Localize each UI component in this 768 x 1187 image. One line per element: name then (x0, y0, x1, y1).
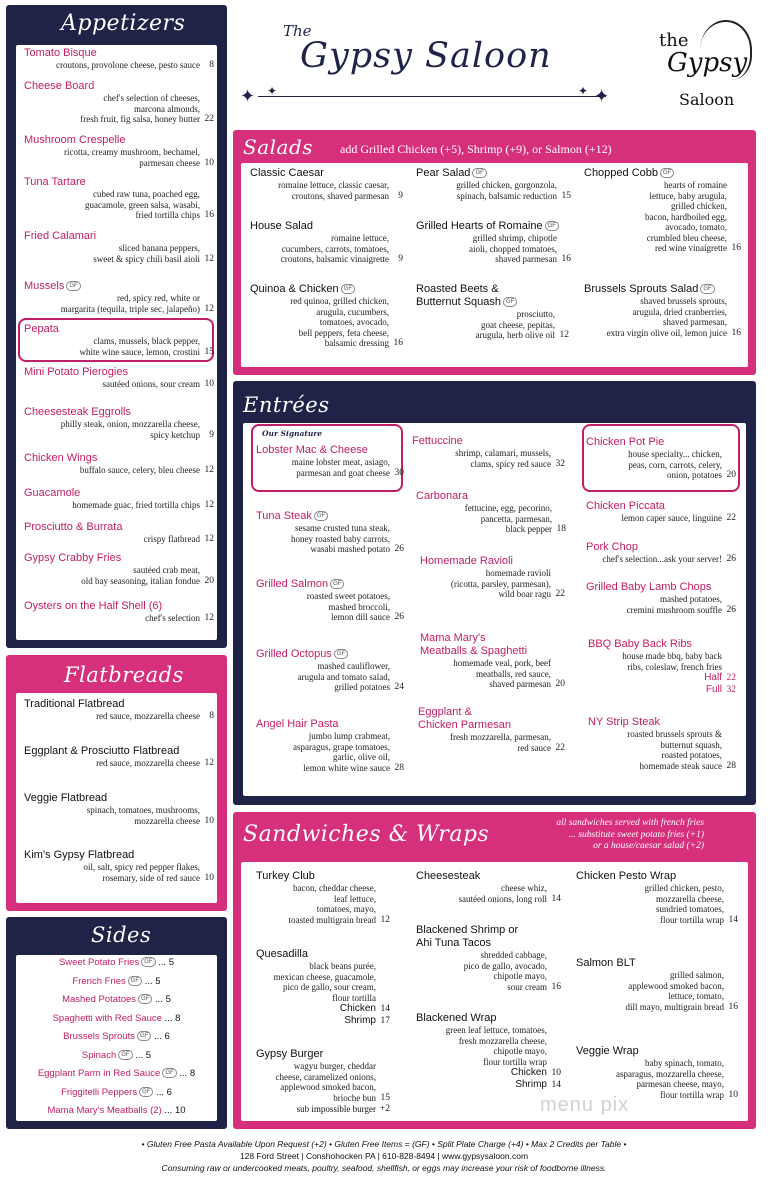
sandwiches-title: Sandwiches & Wraps (243, 822, 490, 847)
item-description: house specialty... chicken, peas, corn, carrots, celery, onion, potatoes 20 (628, 449, 736, 480)
menu-item (588, 638, 736, 696)
footer-notes: • Gluten Free Pasta Available Upon Request (+2) • Gluten Free Items = (GF) • Split Plate Charge (+4) • Max 2 Credits per Table • (141, 1139, 627, 1149)
item-price: 16 (561, 254, 571, 264)
menu-item (250, 167, 403, 201)
item-price: 9 (209, 429, 214, 440)
item-price: 22 (726, 513, 736, 523)
item-price: 26 (394, 544, 404, 554)
item-name: Lobster Mac & Cheese (256, 444, 368, 456)
item-price: 28 (726, 760, 736, 771)
item-name: Chicken Parmesan (418, 719, 511, 731)
item-price: 16 (728, 1001, 738, 1012)
logo-the: the (659, 30, 689, 51)
menu-item (250, 220, 403, 265)
item-name: Pear Salad GF (416, 167, 571, 180)
item-option: Shrimp 14 (515, 1079, 561, 1090)
gluten-free-icon: GF (503, 297, 517, 307)
item-price: 12 (204, 758, 214, 768)
menu-item (576, 870, 738, 925)
item-description: prosciutto, goat cheese, pepitas, arugula, herb olive oil 12 (475, 309, 569, 340)
item-name: Classic Caesar (250, 167, 324, 179)
side-name: Mama Mary's Meatballs (2) (47, 1105, 162, 1116)
item-name: Eggplant & Prosciutto Flatbread (24, 745, 180, 757)
item-description: baby spinach, tomato, asparagus, mozzarella cheese, parmesan cheese, mayo, flour tortilla wrap 10 (616, 1058, 738, 1100)
menu-item (24, 406, 214, 440)
item-name: Brussels Sprouts Salad GF (584, 283, 741, 296)
item-price: 12 (204, 500, 214, 510)
item-name: Chicken Pot Pie (586, 436, 665, 448)
footer-warning: Consuming raw or undercooked meats, poultry, seafood, shellfish, or eggs may increase your risk of foodborne illness. (161, 1163, 607, 1173)
side-item (16, 976, 217, 988)
item-price: 15 (380, 1092, 390, 1103)
item-name: NY Strip Steak (588, 716, 660, 728)
item-description: red sauce, mozzarella cheese 8 (96, 711, 214, 721)
menu-item (584, 167, 741, 254)
item-price: 14 (728, 914, 738, 925)
menu-item (24, 552, 214, 586)
item-price: 10 (204, 872, 214, 883)
item-description: buffalo sauce, celery, bleu cheese 12 (79, 465, 214, 475)
menu-item (24, 452, 214, 476)
item-name: Cheese Board (24, 80, 95, 92)
item-price: 12 (204, 303, 214, 314)
item-name: Tomato Bisque (24, 47, 97, 59)
item-description: grilled chicken, gorgonzola, spinach, balsamic reduction 15 (456, 180, 571, 201)
menu-item (24, 134, 214, 168)
gluten-free-icon: GF (545, 221, 559, 231)
item-name: Tuna Steak GF (256, 510, 404, 523)
item-description: sautéed crab meat, old bay seasoning, italian fondue 20 (81, 565, 214, 586)
item-price: 20 (555, 679, 565, 689)
item-name: Roasted Beets & (416, 283, 499, 295)
item-description: hearts of romaine lettuce, baby arugula, grilled chicken, bacon, hardboiled egg, avocado, tomato, crumbled bleu cheese, red wine vinaigrette 16 (645, 180, 741, 253)
item-description: philly steak, onion, mozzarella cheese, spicy ketchup 9 (60, 419, 214, 440)
menu-item (416, 220, 571, 265)
item-price: 22 (204, 114, 214, 124)
item-name: Ahi Tuna Tacos (416, 937, 492, 949)
item-name: Cheesesteak (416, 870, 481, 882)
item-description: bacon, cheddar cheese, leaf lettuce, tomatoes, mayo, toasted multigrain bread 12 (288, 883, 390, 925)
appetizers-title: Appetizers (61, 11, 186, 36)
menu-item (256, 444, 404, 478)
item-price: 8 (209, 711, 214, 721)
item-price: 16 (393, 338, 403, 348)
item-price: 32 (555, 458, 565, 469)
item-description: sautéed onions, sour cream 10 (102, 379, 214, 389)
item-name: Traditional Flatbread (24, 698, 125, 710)
item-description: romaine lettuce, classic caesar, croutons, shaved parmesan 9 (278, 180, 403, 201)
menu-item (588, 716, 736, 771)
side-item (16, 1068, 217, 1080)
gluten-free-icon: GF (128, 976, 142, 986)
star-icon: ✦ (240, 86, 256, 106)
item-price: 22 (555, 589, 565, 599)
item-description: romaine lettuce, cucumbers, carrots, tomatoes, croutons, balsamic vinaigrette 9 (280, 233, 403, 264)
item-option: Half 22 (704, 672, 736, 683)
menu-item (24, 792, 214, 826)
item-name: Grilled Baby Lamb Chops (586, 581, 712, 593)
menu-item (416, 1012, 561, 1091)
item-name: Homemade Ravioli (420, 555, 513, 567)
option-price: 14 (551, 1080, 561, 1090)
item-price: 30 (394, 467, 404, 478)
logo-saloon: Saloon (679, 90, 735, 109)
option-price: +2 (379, 1104, 390, 1114)
item-price: 24 (394, 682, 404, 692)
item-name: Grilled Hearts of Romaine GF (416, 220, 571, 233)
side-item (16, 1105, 217, 1117)
gluten-free-icon: GF (341, 284, 355, 294)
item-price: 16 (731, 327, 741, 338)
item-name: Angel Hair Pasta (256, 718, 339, 730)
menu-item (420, 555, 565, 600)
item-name: Chicken Pesto Wrap (576, 870, 677, 882)
salads-subtitle: add Grilled Chicken (+5), Shrimp (+9), or Salmon (+12) (340, 142, 612, 156)
item-price: 12 (204, 613, 214, 623)
item-name: Blackened Shrimp or (416, 924, 519, 936)
item-price: 26 (726, 554, 736, 564)
side-price: ... 6 (153, 1086, 172, 1098)
item-description: ricotta, creamy mushroom, bechamel, parmesan cheese 10 (64, 147, 214, 168)
star-icon: ✦ (267, 84, 278, 98)
item-description: wagyu burger, cheddar cheese, caramelized onions, applewood smoked bacon, brioche bun 15 (275, 1061, 390, 1103)
sandwiches-note: all sandwiches served with french fries ... substitute sweet potato fries (+1) or a house/caesar salad (+2) (556, 818, 704, 851)
entrees-title: Entrées (243, 393, 330, 417)
restaurant-title: Gypsy Saloon (300, 36, 552, 76)
item-description: cheese whiz, sautéed onions, long roll 14 (458, 883, 561, 904)
item-description: shaved brussels sprouts, arugula, dried cranberries, shaved parmesan, extra virgin olive oil, lemon juice 16 (606, 296, 741, 338)
item-description: grilled shrimp, chipotle aioli, chopped tomatoes, shaved parmesan 16 (469, 233, 571, 264)
side-price: ... 5 (152, 994, 171, 1005)
menu-item (256, 510, 404, 555)
menu-item (256, 1048, 390, 1115)
gluten-free-icon: GF (66, 281, 80, 291)
gluten-free-icon: GF (141, 957, 155, 967)
gluten-free-icon: GF (162, 1068, 176, 1078)
item-name: Guacamole (24, 487, 81, 499)
item-option: Chicken 10 (510, 1067, 561, 1078)
item-price: 10 (204, 815, 214, 826)
item-description: mashed cauliflower, arugula and tomato salad, grilled potatoes 24 (297, 661, 404, 692)
menu-item (584, 283, 741, 338)
menu-item (256, 718, 404, 773)
menu-item (586, 541, 736, 565)
menu-item (24, 698, 214, 722)
item-name: Kim's Gypsy Flatbread (24, 849, 135, 861)
side-item (16, 1050, 217, 1062)
item-price: 12 (559, 330, 569, 340)
item-name: Chicken Piccata (586, 500, 665, 512)
sides-title: Sides (91, 923, 152, 947)
item-description: cubed raw tuna, poached egg, guacamole, green salsa, wasabi, fried tortilla chips 16 (85, 189, 214, 220)
side-item (16, 957, 217, 969)
item-price: 16 (731, 243, 741, 253)
logo (645, 18, 760, 113)
side-name: French Fries (72, 975, 126, 987)
item-name: Pork Chop (586, 541, 638, 553)
side-price: ... 8 (176, 1068, 196, 1079)
item-price: 10 (204, 157, 214, 168)
item-name: Meatballs & Spaghetti (420, 645, 528, 657)
item-description: red quinoa, grilled chicken, arugula, cucumbers, tomatoes, avocado, bell peppers, feta cheese, balsamic dressing 16 (290, 296, 403, 348)
option-price: 17 (380, 1016, 390, 1026)
item-price: 16 (204, 210, 214, 220)
item-name: Salmon BLT (576, 957, 636, 969)
item-price: 20 (204, 575, 214, 586)
star-icon: ✦ (578, 84, 589, 98)
item-description: red, spicy red, white or margarita (tequila, triple sec, jalapeño) 12 (60, 293, 214, 314)
item-name: Veggie Flatbread (24, 792, 108, 804)
side-name: Friggitelli Peppers (61, 1086, 138, 1098)
side-name: Spinach (81, 1049, 117, 1061)
side-price: ... 5 (155, 957, 175, 968)
menu-item (416, 870, 561, 904)
item-description: lemon caper sauce, linguine 22 (621, 513, 736, 523)
gluten-free-icon: GF (138, 994, 152, 1004)
item-option: Full 32 (705, 684, 736, 695)
item-name: Gypsy Crabby Fries (24, 552, 122, 564)
side-price: ... 6 (151, 1031, 170, 1042)
side-price: ... 5 (132, 1049, 152, 1061)
item-description: crispy flatbread 12 (143, 534, 214, 544)
item-name: Quinoa & Chicken GF (250, 283, 403, 296)
gluten-free-icon: GF (330, 579, 344, 589)
item-description: fettucine, egg, pecorino, pancetta, parmesan, black pepper 18 (464, 503, 566, 534)
menu-item (24, 849, 214, 883)
item-name: Fettuccine (412, 435, 463, 447)
item-name: Mama Mary's (420, 632, 486, 644)
logo-gypsy: Gypsy (667, 48, 748, 78)
item-option: Chicken 14 (339, 1003, 390, 1014)
menu-item (24, 745, 214, 769)
side-name: Sweet Potato Fries (58, 957, 140, 968)
option-price: 14 (380, 1004, 390, 1014)
gluten-free-icon: GF (472, 168, 486, 178)
item-price: 15 (561, 190, 571, 201)
option-price: 22 (726, 673, 736, 683)
menu-item (24, 176, 214, 221)
header-the: The (283, 22, 312, 40)
menu-item (416, 924, 561, 992)
item-description: shrimp, calamari, mussels, clams, spicy red sauce 32 (455, 448, 565, 469)
item-description: grilled chicken, pesto, mozzarella cheese, sundried tomatoes, flour tortilla wrap 14 (644, 883, 738, 925)
menu-item (24, 521, 214, 545)
menu-item (416, 490, 566, 535)
menu-item (420, 632, 565, 690)
item-price: 14 (551, 893, 561, 904)
item-name: Butternut Squash GF (416, 296, 569, 309)
menu-item (586, 436, 736, 481)
item-price: 22 (555, 742, 565, 753)
side-price: ... 5 (142, 975, 161, 987)
item-price: 12 (204, 534, 214, 544)
menu-item (416, 167, 571, 201)
item-name: Eggplant & (418, 706, 472, 718)
item-description: chef's selection of cheeses, marcona almonds, fresh fruit, fig salsa, honey butter 22 (80, 93, 214, 124)
item-name: Mini Potato Pierogies (24, 366, 128, 378)
item-description: homemade guac, fried tortilla chips 12 (72, 500, 214, 510)
item-description: fresh mozzarella, parmesan, red sauce 22 (450, 732, 565, 753)
menu-item (24, 47, 214, 71)
menu-item (256, 648, 404, 693)
item-description: clams, mussels, black pepper, white wine sauce, lemon, crostini 15 (79, 336, 214, 357)
option-price: 10 (551, 1068, 561, 1078)
item-name: Veggie Wrap (576, 1045, 639, 1057)
item-name: Chopped Cobb GF (584, 167, 741, 180)
item-description: roasted sweet potatoes, mashed broccoli, lemon dill sauce 26 (306, 591, 404, 622)
item-name: Turkey Club (256, 870, 315, 882)
item-name: BBQ Baby Back Ribs (588, 638, 692, 650)
footer-address: 128 Ford Street | Conshohocken PA | 610-828-8494 | www.gypsysaloon.com (239, 1151, 529, 1161)
side-item (16, 994, 217, 1006)
item-name: Oysters on the Half Shell (6) (24, 600, 163, 612)
item-price: 12 (204, 253, 214, 264)
watermark: menu pix (540, 1094, 630, 1116)
gluten-free-icon: GF (118, 1050, 132, 1060)
item-description: spinach, tomatoes, mushrooms, mozzarella cheese 10 (86, 805, 214, 826)
item-price: 15 (204, 346, 214, 357)
flatbreads-title: Flatbreads (64, 663, 184, 687)
menu-item (586, 500, 736, 524)
item-name: Grilled Octopus GF (256, 648, 404, 661)
menu-item (418, 706, 565, 753)
side-name: Spaghetti with Red Sauce (52, 1012, 162, 1024)
side-name: Brussels Sprouts (63, 1031, 135, 1042)
item-name: Grilled Salmon GF (256, 578, 404, 591)
item-price: 8 (209, 60, 214, 70)
menu-item (256, 948, 390, 1027)
menu-item (416, 283, 569, 341)
item-price: 26 (394, 612, 404, 622)
gluten-free-icon: GF (314, 511, 328, 521)
salads-title: Salads (243, 135, 314, 159)
side-name: Mashed Potatoes (62, 994, 137, 1005)
side-item (16, 1031, 217, 1043)
item-name: Mushroom Crespelle (24, 134, 126, 146)
item-price: 26 (726, 604, 736, 615)
item-description: mashed potatoes, cremini mushroom souffle 26 (626, 594, 736, 615)
menu-item (24, 600, 214, 624)
menu-item (576, 1045, 738, 1100)
menu-item (412, 435, 565, 469)
item-description: chef's selection 12 (145, 613, 214, 623)
item-option: sub impossible burger +2 (296, 1104, 390, 1114)
item-name: Prosciutto & Burrata (24, 521, 123, 533)
item-name: Pepata (24, 323, 59, 335)
menu-item (256, 578, 404, 623)
side-item (16, 1087, 217, 1099)
gluten-free-icon: GF (137, 1031, 151, 1041)
footer (0, 1138, 768, 1174)
item-price: 18 (556, 524, 566, 534)
item-name: Blackened Wrap (416, 1012, 497, 1024)
item-price: 28 (394, 762, 404, 773)
gluten-free-icon: GF (334, 649, 348, 659)
star-icon: ✦ (594, 86, 610, 106)
side-name: Eggplant Parm in Red Sauce (37, 1068, 161, 1079)
item-name: Tuna Tartare (24, 176, 86, 188)
gluten-free-icon: GF (700, 284, 714, 294)
item-name: Cheesesteak Eggrolls (24, 406, 132, 418)
item-price: 10 (204, 379, 214, 389)
item-name: Gypsy Burger (256, 1048, 324, 1060)
item-description: homemade veal, pork, beef meatballs, red sauce, shaved parmesan 20 (453, 658, 565, 689)
item-name: Mussels GF (24, 280, 214, 293)
item-price: 9 (398, 190, 403, 201)
item-description: shredded cabbage, pico de gallo, avocado, chipotle mayo, sour cream 16 (463, 950, 561, 992)
item-price: 9 (398, 254, 403, 264)
item-option: Shrimp 17 (344, 1015, 390, 1026)
item-description: sliced banana peppers, sweet & spicy chili basil aioli 12 (93, 243, 214, 264)
item-description: jumbo lump crabmeat, asparagus, grape tomatoes, garlic, olive oil, lemon white wine sauce 28 (293, 731, 404, 773)
item-description: homemade ravioli (ricotta, parsley, parmesan), wild boar ragu 22 (450, 568, 565, 599)
side-item (16, 1013, 217, 1025)
item-name: Quesadilla (256, 948, 308, 960)
signature-label: Our Signature (262, 429, 323, 438)
item-description: roasted brussels sprouts & butternut squash, roasted potatoes, homemade steak sauce 28 (627, 729, 736, 771)
item-name: Fried Calamari (24, 230, 97, 242)
option-price: 32 (726, 685, 736, 695)
menu-item (586, 581, 736, 615)
header-ornament-line (258, 96, 606, 97)
item-price: 12 (204, 465, 214, 475)
item-description: oil, salt, spicy red pepper flakes, rosemary, side of red sauce 10 (83, 862, 214, 883)
item-description: sesame crusted tuna steak, honey roasted baby carrots, wasabi mashed potato 26 (291, 523, 404, 554)
menu-item (24, 80, 214, 125)
item-description: chef's selection...ask your server! 26 (602, 554, 736, 564)
side-price: ... 10 (161, 1105, 186, 1116)
item-description: green leaf lettuce, tomatoes, fresh mozzarella cheese, chipotle mayo, flour tortilla wrap (445, 1025, 547, 1067)
item-name: Carbonara (416, 490, 468, 502)
item-description: croutons, provolone cheese, pesto sauce 8 (56, 60, 214, 70)
menu-item (24, 366, 214, 390)
item-price: 12 (380, 914, 390, 925)
item-description: black beans purée, mexican cheese, guacamole, pico de gallo, sour cream, flour tortilla (273, 961, 376, 1003)
menu-item (24, 487, 214, 511)
item-price: 16 (551, 981, 561, 992)
item-description: grilled salmon, applewood smoked bacon, lettuce, tomato, dill mayo, multigrain bread 16 (625, 970, 738, 1012)
menu-item (24, 280, 214, 314)
menu-item (250, 283, 403, 349)
gluten-free-icon: GF (660, 168, 674, 178)
item-description: house made bbq, baby back ribs, coleslaw, french fries (622, 651, 722, 672)
item-description: red sauce, mozzarella cheese 12 (96, 758, 214, 768)
menu-item (24, 323, 214, 357)
item-name: Chicken Wings (24, 452, 98, 464)
menu-item (256, 870, 390, 925)
item-price: 10 (728, 1089, 738, 1100)
side-price: ... 8 (161, 1012, 181, 1024)
menu-item (24, 230, 214, 264)
item-description: maine lobster meat, asiago, parmesan and goat cheese 30 (291, 457, 404, 478)
gluten-free-icon: GF (139, 1087, 153, 1097)
item-price: 20 (726, 470, 736, 480)
item-name: House Salad (250, 220, 313, 232)
menu-item (576, 957, 738, 1012)
